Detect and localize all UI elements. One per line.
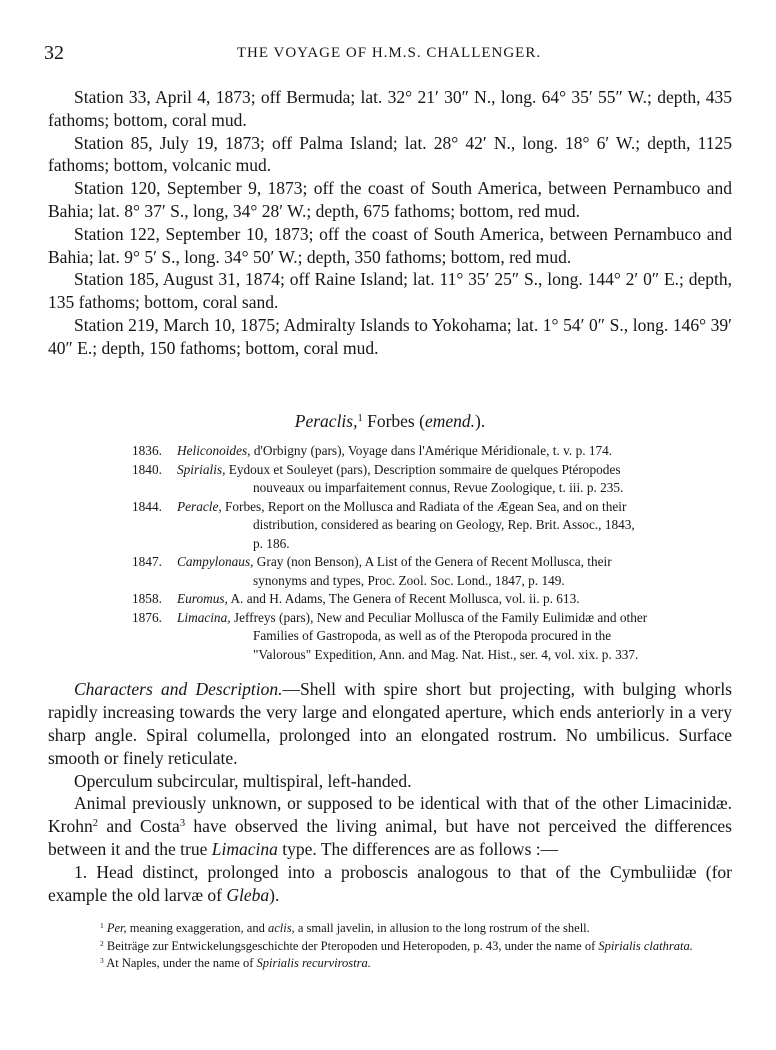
footnote-ref: 2 bbox=[92, 818, 98, 830]
synonymy-genus: Spirialis, bbox=[177, 461, 226, 477]
footnote-mark: 3 bbox=[100, 955, 104, 965]
footnote-italic: Spirialis recurvirostra. bbox=[256, 956, 371, 970]
footnote-mark: 2 bbox=[100, 938, 104, 948]
synonymy-list bbox=[132, 442, 732, 664]
genus-heading bbox=[48, 410, 732, 433]
synonymy-continuation: "Valorous" Expedition, Ann. and Mag. Nat. Hist., ser. 4, vol. xix. p. 337. bbox=[253, 646, 639, 662]
description-paragraph bbox=[48, 678, 732, 769]
footnote-ref: 1 bbox=[357, 412, 363, 424]
synonymy-entry bbox=[132, 498, 732, 554]
animal-genus: Limacina bbox=[211, 838, 278, 859]
footnote-mark: 1 bbox=[100, 920, 104, 930]
genus-author: Forbes ( bbox=[367, 410, 425, 431]
point-text: 1. Head distinct, prolonged into a proboscis analogous to that of the Cymbuliidæ (for example the old larvæ of bbox=[48, 861, 732, 905]
description-heading: Characters and Description. bbox=[74, 679, 283, 700]
synonymy-continuation: p. 186. bbox=[253, 535, 290, 551]
synonymy-entry bbox=[132, 590, 732, 609]
station-paragraph: Station 120, September 9, 1873; off the coast of South America, between Pernambuco and Bahia; lat. 8° 37′ S., long, 34° 28′ W.; depth, 675 fathoms; bottom, red mud. bbox=[48, 178, 732, 221]
synonymy-year: 1844. bbox=[132, 498, 162, 514]
synonymy-year: 1836. bbox=[132, 443, 162, 459]
footnote bbox=[74, 938, 734, 956]
footnotes bbox=[74, 920, 734, 973]
synonymy-reference: d'Orbigny (pars), Voyage dans l'Amérique Méridionale, t. v. p. 174. bbox=[253, 443, 613, 459]
synonymy-year: 1847. bbox=[132, 554, 162, 570]
synonymy-genus: Peracle, bbox=[177, 498, 222, 514]
footnote-italic: Spirialis clathrata. bbox=[598, 938, 693, 953]
synonymy-reference: Gray (non Benson), A List of the Genera of Recent Mollusca, their bbox=[256, 554, 612, 570]
point-text: ). bbox=[269, 884, 280, 905]
operculum-paragraph: Operculum subcircular, multispiral, left-handed. bbox=[74, 770, 412, 791]
synonymy-entry bbox=[132, 442, 732, 461]
station-paragraph: Station 185, August 31, 1874; off Raine Island; lat. 11° 35′ 25″ S., long. 144° 2′ 0″ E.; depth, 135 fathoms; bottom, coral sand. bbox=[48, 269, 732, 313]
synonymy-genus: Euromus, bbox=[177, 591, 228, 607]
station-paragraph: Station 122, September 10, 1873; off the coast of South America, between Pernambuco and Bahia; lat. 9° 5′ S., long. 34° 50′ W.; depth, 350 fathoms; bottom, red mud. bbox=[48, 223, 732, 267]
synonymy-year: 1840. bbox=[132, 461, 162, 477]
footnote-italic: Per, bbox=[106, 921, 127, 935]
genus-close: ). bbox=[475, 410, 486, 431]
genus-name: Peraclis, bbox=[294, 410, 358, 431]
footnote-text: Beiträge zur Entwickelungsgeschichte der Pteropoden und Heteropoden, p. 43, under the name of bbox=[106, 938, 599, 953]
synonymy-continuation: nouveaux ou imparfaitement connus, Revue Zoologique, t. iii. p. 235. bbox=[253, 480, 624, 496]
station-paragraph: Station 33, April 4, 1873; off Bermuda; lat. 32° 21′ 30″ N., long. 64° 35′ 55″ W.; depth, 435 fathoms; bottom, coral mud. bbox=[48, 87, 732, 130]
running-title: THE VOYAGE OF H.M.S. CHALLENGER. bbox=[236, 45, 542, 61]
point-one-paragraph bbox=[48, 861, 732, 907]
description-text: —Shell with spire short but projecting, with bulging whorls rapidly increasing towards the very large and elongated aperture, which ends anteriorly in a very sharp angle. Spiral columella, prolonged into an elongated rostrum. No umbilicus. Surface smooth or finely reticulate. bbox=[48, 679, 732, 768]
synonymy-continuation: Families of Gastropoda, as well as of the Pteropoda procured in the bbox=[253, 628, 612, 644]
synonymy-entry bbox=[132, 609, 732, 665]
footnote-ref: 3 bbox=[179, 818, 186, 830]
station-paragraph: Station 85, July 19, 1873; off Palma Island; lat. 28° 42′ N., long. 18° 6′ W.; depth, 1125 fathoms; bottom, volcanic mud. bbox=[48, 132, 732, 176]
animal-text: have observed the living animal, but have not perceived the differences between it and the true bbox=[48, 816, 732, 859]
synonymy-year: 1858. bbox=[132, 591, 162, 607]
animal-text: type. The differences are as follows :— bbox=[277, 838, 559, 859]
footnote bbox=[74, 920, 734, 938]
animal-paragraph bbox=[48, 792, 732, 860]
synonymy-reference: A. and H. Adams, The Genera of Recent Mollusca, vol. ii. p. 613. bbox=[230, 591, 580, 607]
footnote-italic: aclis, bbox=[267, 921, 295, 935]
animal-text: and Costa bbox=[97, 816, 180, 837]
page-header bbox=[44, 42, 734, 66]
synonymy-reference: Eydoux et Souleyet (pars), Description sommaire de quelques Ptéropodes bbox=[228, 461, 621, 477]
synonymy-year: 1876. bbox=[132, 609, 162, 625]
synonymy-continuation: synonyms and types, Proc. Zool. Soc. Lond., 1847, p. 149. bbox=[253, 572, 565, 588]
animal-text: Animal previously unknown, or supposed to be identical with that of the other Limacinidæ. Krohn bbox=[48, 793, 732, 837]
point-genus: Gleba bbox=[226, 884, 270, 905]
synonymy-reference: Jeffreys (pars), New and Peculiar Mollusca of the Family Eulimidæ and other bbox=[233, 609, 648, 625]
synonymy-genus: Limacina, bbox=[177, 609, 231, 625]
genus-emend: emend. bbox=[424, 410, 476, 431]
synonymy-entry bbox=[132, 553, 732, 590]
footnote bbox=[74, 955, 734, 973]
footnote-text: meaning exaggeration, and bbox=[126, 921, 268, 935]
synonymy-genus: Heliconoides, bbox=[177, 443, 251, 459]
synonymy-continuation: distribution, considered as bearing on Geology, Rep. Brit. Assoc., 1843, bbox=[253, 517, 635, 533]
page-body bbox=[48, 86, 732, 906]
synonymy-genus: Campylonaus, bbox=[177, 554, 254, 570]
synonymy-reference: Forbes, Report on the Mollusca and Radiata of the Ægean Sea, and on their bbox=[225, 498, 627, 514]
station-paragraph: Station 219, March 10, 1875; Admiralty Islands to Yokohama; lat. 1° 54′ 0″ S., long. 146° 39′ 40″ E.; depth, 150 fathoms; bottom, coral mud. bbox=[48, 314, 732, 358]
synonymy-entry bbox=[132, 461, 732, 498]
footnote-text: At Naples, under the name of bbox=[106, 956, 257, 970]
footnote-text: a small javelin, in allusion to the long rostrum of the shell. bbox=[294, 921, 590, 935]
page-number: 32 bbox=[44, 42, 64, 64]
